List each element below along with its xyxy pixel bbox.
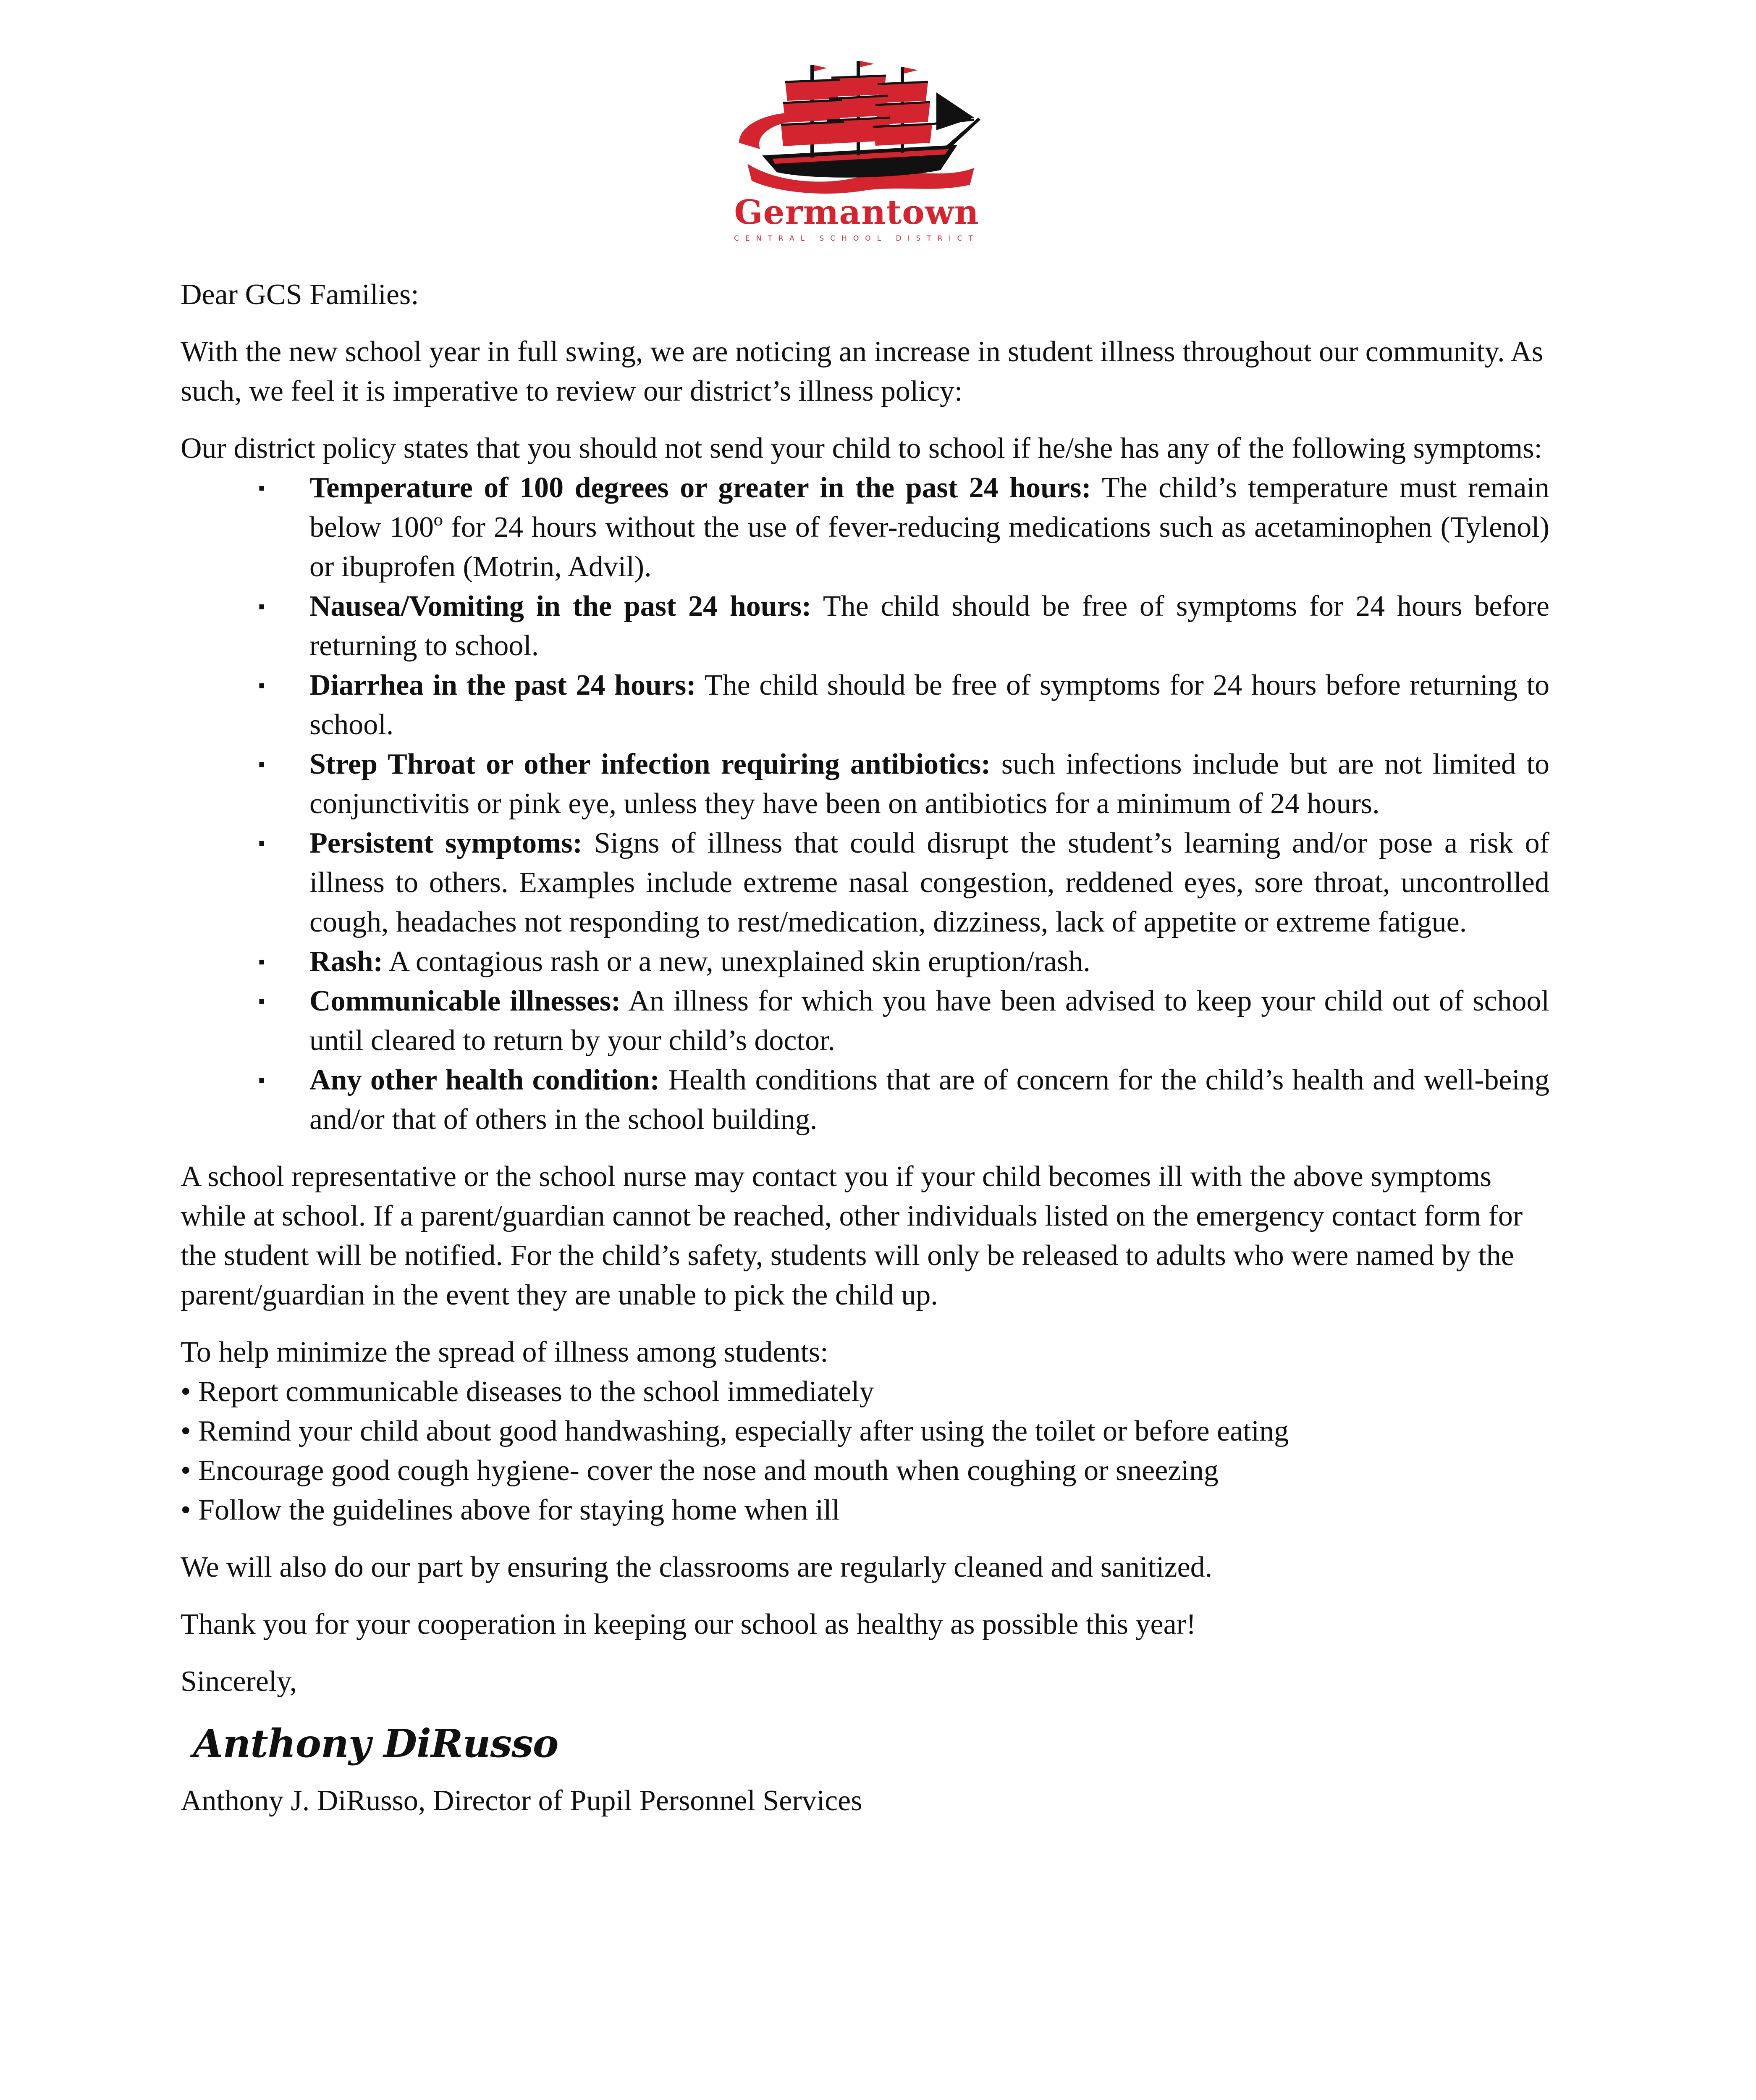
symptom-title: Strep Throat or other infection requiring antibiotics: — [309, 748, 991, 780]
symptom-text: Health conditions that are of concern for the child’s health and well-being and/or that of others in the school building. — [309, 1064, 1550, 1136]
list-item — [181, 468, 1549, 587]
policy-lead: Our district policy states that you should not send your child to school if he/she has any of the following symptoms: — [181, 432, 1542, 465]
list-item — [181, 1060, 1549, 1139]
bullet-icon: ▪ — [258, 990, 265, 1012]
intro-paragraph: With the new school year in full swing, we are noticing an increase in student illness throughout our community. As such, we feel it is imperative to review our district’s illness policy: — [181, 336, 1544, 407]
logo-subtitle: CENTRAL SCHOOL DISTRICT — [734, 234, 979, 243]
symptom-title: Diarrhea in the past 24 hours: — [309, 669, 696, 701]
bullet-icon: ▪ — [258, 675, 265, 696]
list-item: • Report communicable diseases to the school immediately — [181, 1376, 874, 1408]
symptom-text: The child should be free of symptoms for 24 hours before returning to school. — [309, 669, 1550, 741]
thanks-paragraph: Thank you for your cooperation in keeping our school as healthy as possible this year! — [181, 1608, 1196, 1641]
signature: Anthony DiRusso — [193, 1721, 558, 1766]
list-item — [181, 587, 1549, 666]
symptom-text: The child’s temperature must remain below 100º for 24 hours without the use of fever-reducing medications such as acetaminophen (Tylenol) or ibuprofen (Motrin, Advil). — [309, 472, 1550, 583]
symptom-text: Signs of illness that could disrupt the student’s learning and/or pose a risk of illness to others. Examples include extreme nasal congestion, reddened eyes, sore throat, uncontrolled cough, headaches not responding to rest/medication, dizziness, lack of appetite or extreme fatigue. — [309, 827, 1549, 938]
district-logo — [722, 59, 991, 256]
symptom-title: Communicable illnesses: — [309, 985, 621, 1017]
symptom-title: Nausea/Vomiting in the past 24 hours: — [309, 590, 812, 622]
bullet-icon: ▪ — [258, 951, 265, 972]
cleaning-paragraph: We will also do our part by ensuring the classrooms are regularly cleaned and sanitized. — [181, 1551, 1213, 1583]
list-item: • Follow the guidelines above for staying home when ill — [181, 1494, 840, 1526]
ship-icon — [722, 59, 991, 197]
bullet-icon: ▪ — [258, 753, 265, 775]
list-item — [181, 942, 1549, 982]
bullet-icon: ▪ — [258, 1069, 265, 1091]
bullet-icon: ▪ — [258, 596, 265, 617]
list-item — [181, 824, 1549, 942]
symptom-text: such infections include but are not limited to conjunctivitis or pink eye, unless they have been on antibiotics for a minimum of 24 hours. — [309, 748, 1549, 820]
closing: Sincerely, — [181, 1665, 297, 1698]
logo-wordmark: Germantown — [734, 192, 979, 232]
list-item: • Remind your child about good handwashing, especially after using the toilet or before eating — [181, 1415, 1289, 1447]
symptom-text: The child should be free of symptoms for 24 hours before returning to school. — [309, 590, 1549, 662]
symptom-text: An illness for which you have been advised to keep your child out of school until cleared to return by your child’s doctor. — [309, 985, 1549, 1057]
signer-name: Anthony J. DiRusso, Director of Pupil Personnel Services — [181, 1785, 862, 1817]
list-item — [181, 666, 1549, 745]
symptom-list — [181, 468, 1549, 1139]
symptom-title: Persistent symptoms: — [309, 827, 582, 859]
letter-body — [181, 275, 1549, 1838]
bullet-icon: ▪ — [258, 477, 265, 499]
tips-lead: To help minimize the spread of illness among students: — [181, 1336, 828, 1368]
greeting: Dear GCS Families: — [181, 278, 419, 311]
list-item — [181, 982, 1549, 1060]
contact-paragraph: A school representative or the school nurse may contact you if your child becomes ill with the above symptoms while at school. If a parent/guardian cannot be reached, other individuals listed on the emergency contact form for the student will be notified. For the child’s safety, students will only be released to adults who were named by the parent/guardian in the event they are unable to pick the child up. — [181, 1160, 1523, 1311]
list-item: • Encourage good cough hygiene- cover the nose and mouth when coughing or sneezing — [181, 1454, 1219, 1487]
symptom-title: Any other health condition: — [309, 1064, 660, 1096]
symptom-text: A contagious rash or a new, unexplained skin eruption/rash. — [383, 945, 1090, 978]
list-item — [181, 745, 1549, 824]
tips-list — [181, 1372, 1549, 1530]
bullet-icon: ▪ — [258, 832, 265, 854]
symptom-title: Rash: — [309, 945, 383, 978]
symptom-title: Temperature of 100 degrees or greater in the past 24 hours: — [309, 472, 1091, 504]
